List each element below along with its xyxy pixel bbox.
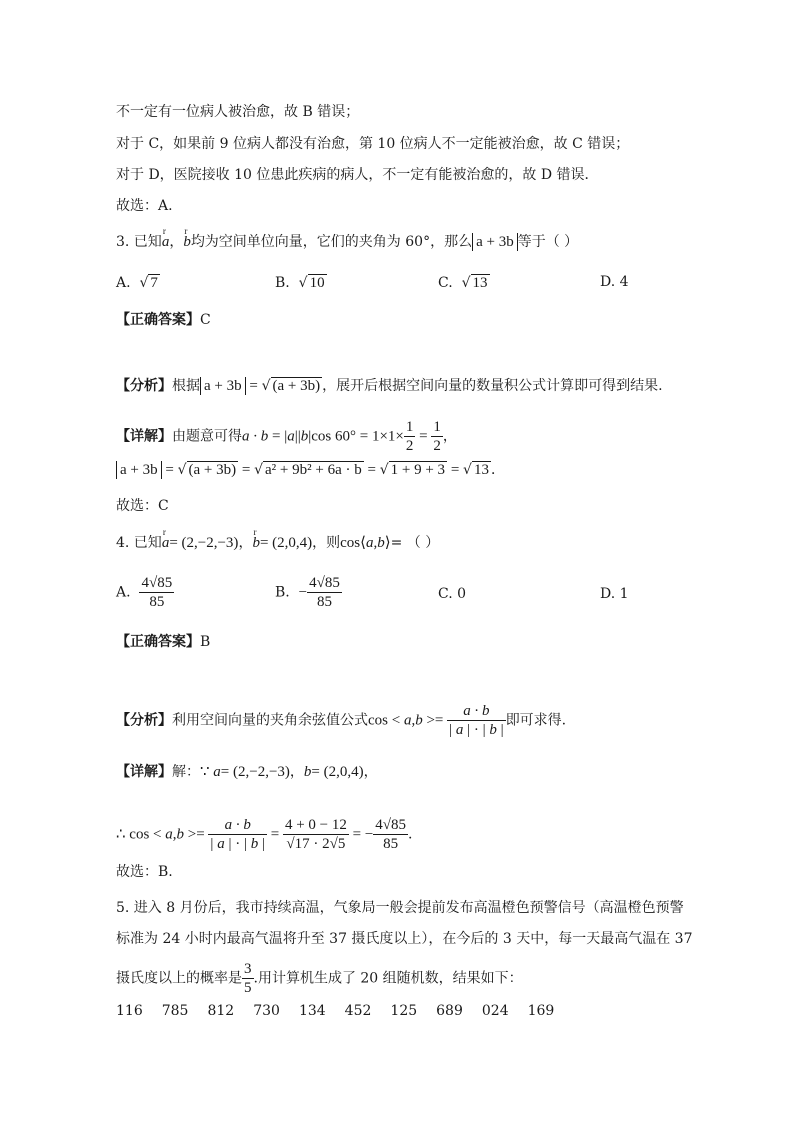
option-d: D. 1 [600, 586, 629, 602]
detail-line-2: ∴ cos < a,b >= $\frac{a \cdot b}{| a | \cdot | b |}$ = $\frac{4 + 0 - 12}{√17 \cdot 2√5}$ = − $\frac{4√85}{85}$ . [116, 817, 413, 852]
detail-line-2: a + 3b = √ (a + 3b) = √ a² + 9b² + 6a · b = √ 1 + 9 + 3 = √ 13 ． [116, 460, 505, 480]
detail-line: 【详解】由题意可得a · b = |a||b|cos 60° = 1×1× $\frac{1}{2}$ = $\frac{1}{2}$ ， [116, 419, 457, 454]
random-number: 134 [298, 1003, 326, 1019]
option-c: C. 0 [438, 586, 467, 602]
random-number: 812 [207, 1003, 235, 1019]
random-number: 785 [161, 1003, 189, 1019]
option-b: B. √ 10 [275, 275, 325, 291]
text-line: 不一定有一位病人被治愈，故 B 错误； [116, 104, 360, 120]
text-line: 对于 D，医院接收 10 位患此疾病的病人，不一定有能被治愈的，故 D 错误． [116, 167, 599, 183]
option-a: A. √ 7 [116, 275, 158, 291]
option-b: B. − $\frac{4√85}{85}$ [275, 575, 340, 610]
random-number: 730 [253, 1003, 280, 1019]
answer-line: 【正确答案】B [116, 634, 211, 650]
analysis-line: 【分析】根据 a + 3b = √ (a + 3b) ，展开后根据空间向量的数量积公式计算即可得到结果. [116, 378, 663, 394]
question-5-line: 5. 进入 8 月份后，我市持续高温，气象局一般会提前发布高温橙色预警信号（高温橙色预警 [116, 900, 684, 916]
random-number: 452 [344, 1003, 372, 1019]
magnitude-expression: a + 3b [472, 233, 518, 251]
choose-line: 故选：B. [116, 864, 173, 880]
option-c: C. √ 13 [438, 275, 488, 291]
option-a: A. $\frac{4√85}{85}$ [116, 575, 173, 610]
random-number: 116 [116, 1003, 143, 1019]
analysis-line: 【分析】利用空间向量的夹角余弦值公式cos < a,b >= $\frac{a \cdot b}{| a | \cdot | b |}$ 即可求得. [116, 703, 567, 738]
question-5-line: 摄氏度以上的概率是 $\frac{3}{5}$ .用计算机生成了 20 组随机数，结果如下： [116, 961, 523, 996]
detail-line: 【详解】解：∵ a= (2,−2,−3)，b= (2,0,4)， [116, 764, 378, 780]
choose-line: 故选：C [116, 498, 169, 514]
question-4-stem: 4. 已知r a= (2,−2,−3)，r b= (2,0,4)，则cos⟨a,b⟩= （ ） [116, 533, 439, 553]
vector-a: r a [162, 232, 170, 252]
question-3-stem: 3. 已知r a，r b均为空间单位向量，它们的夹角为 60°，那么 a + 3b 等于（ ） [116, 232, 578, 252]
random-number: 024 [481, 1003, 509, 1019]
random-number: 689 [436, 1003, 463, 1019]
text-line: 对于 C，如果前 9 位病人都没有治愈，第 10 位病人不一定能被治愈，故 C 错误； [116, 136, 630, 152]
option-d: D. 4 [600, 274, 629, 290]
vector-b: r b [183, 232, 191, 252]
random-number: 169 [527, 1003, 555, 1019]
answer-line: 【正确答案】C [116, 312, 211, 328]
question-5-line: 标准为 24 小时内最高气温将升至 37 摄氏度以上），在今后的 3 天中，每一天最高气温在 37 [116, 931, 693, 947]
random-number: 125 [390, 1003, 418, 1019]
text-line: 故选：A. [116, 198, 173, 214]
random-numbers [116, 1001, 573, 1021]
